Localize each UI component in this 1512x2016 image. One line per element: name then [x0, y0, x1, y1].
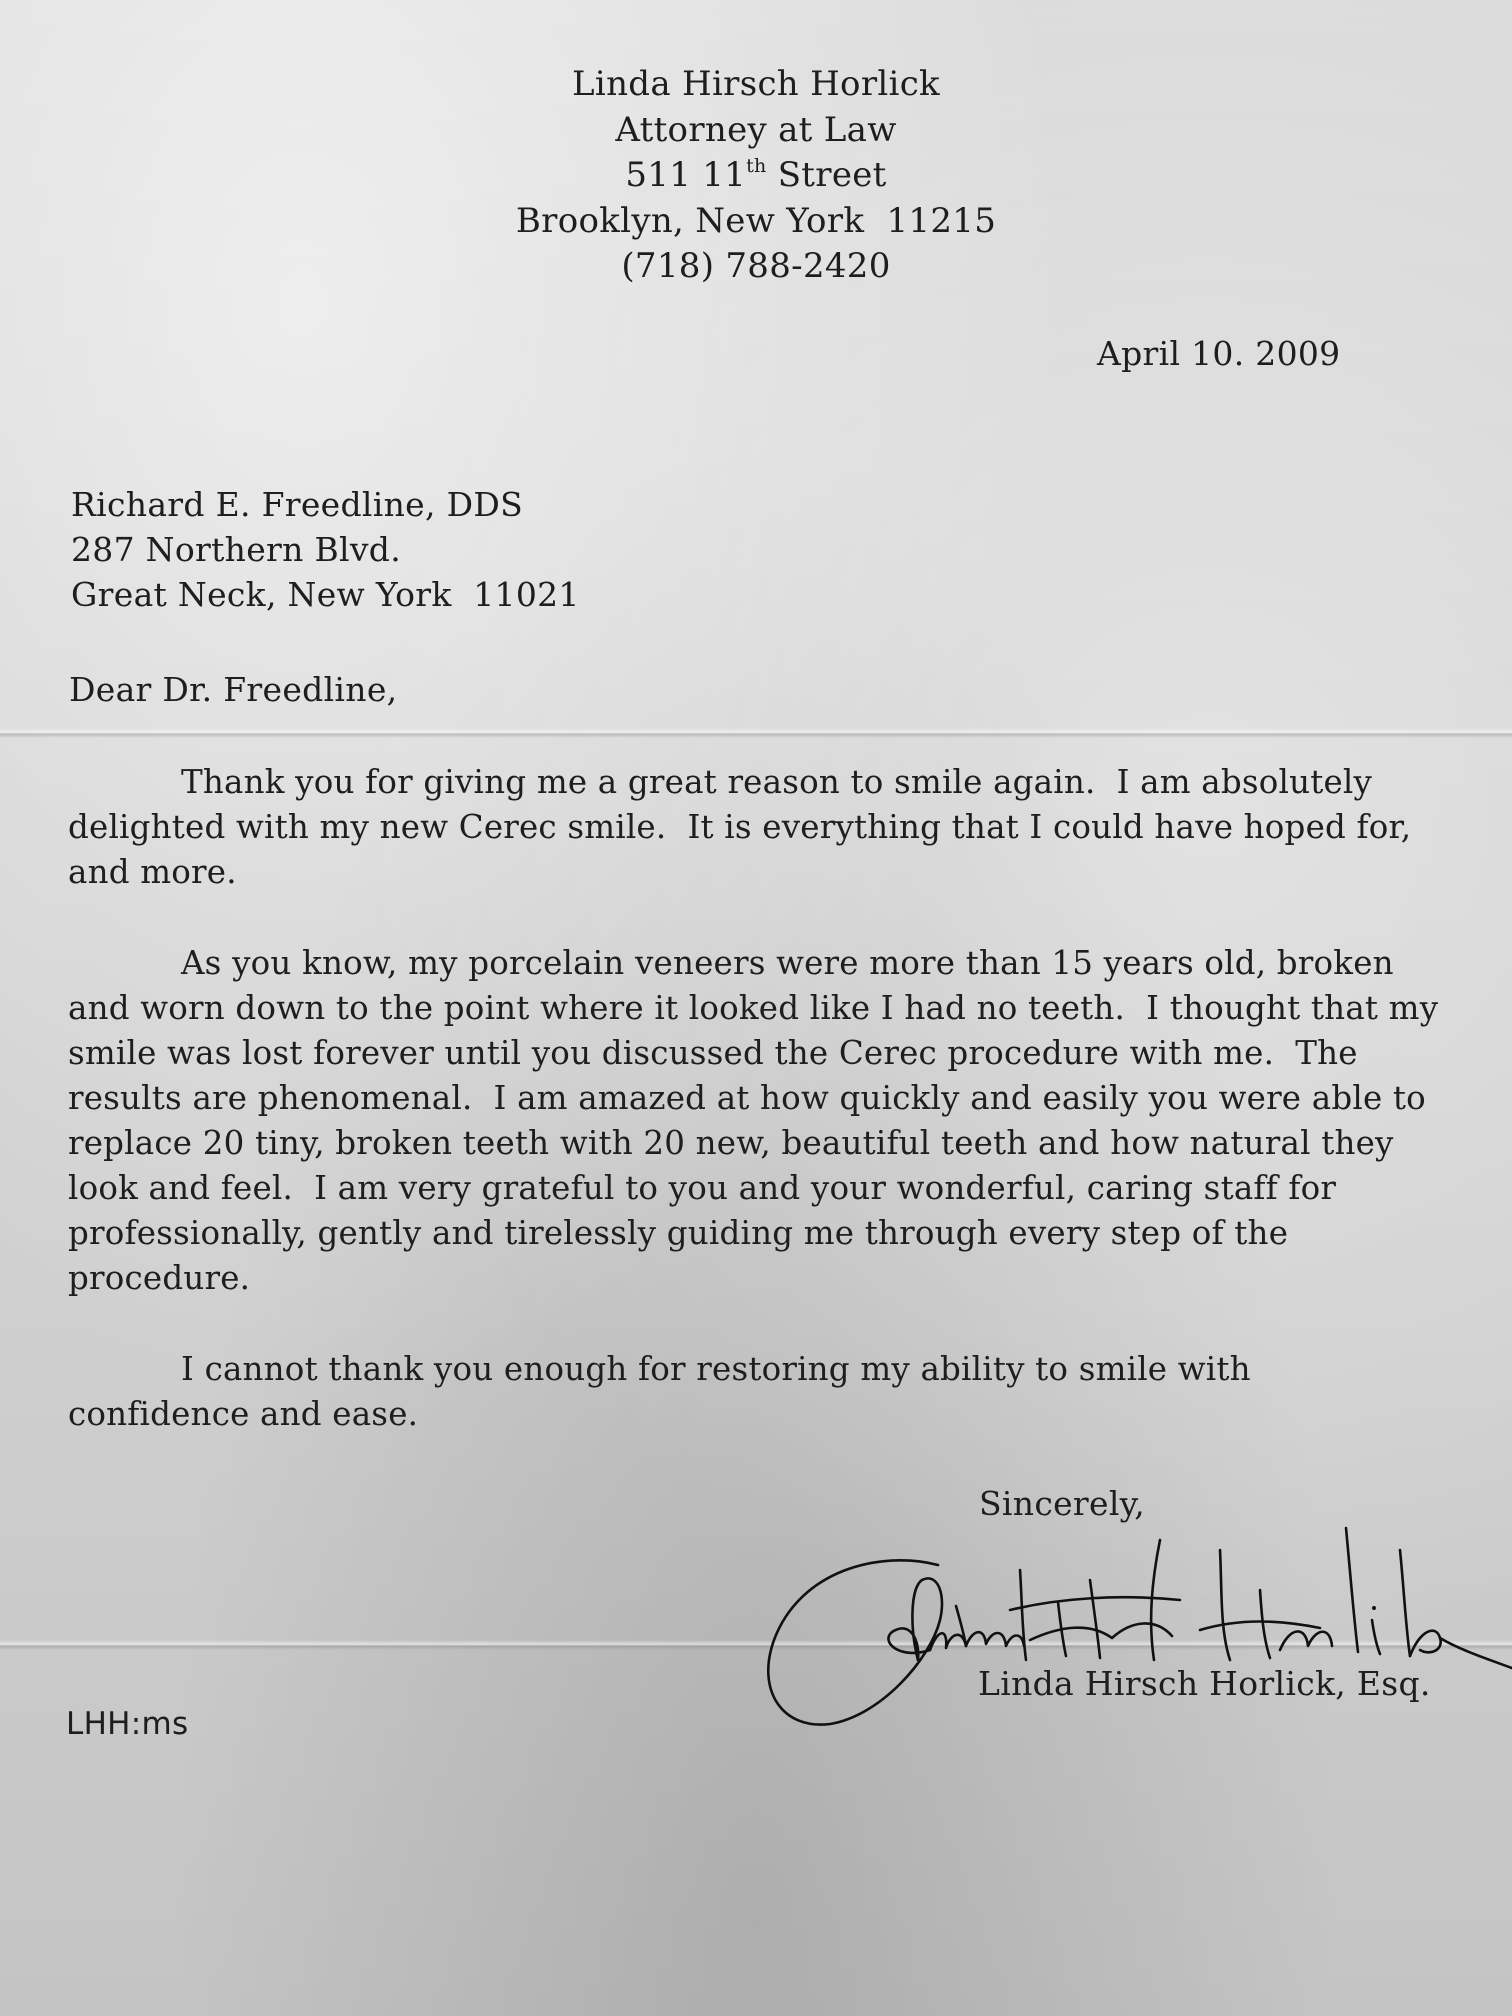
paragraph-line: smile was lost forever until you discussed the Cerec procedure with me. The [68, 1034, 1358, 1072]
body-paragraph-2 [68, 941, 1453, 1301]
paragraph-line: results are phenomenal. I am amazed at how quickly and easily you were able to [68, 1079, 1426, 1117]
handwritten-signature [760, 1510, 1512, 1740]
paragraph-line: replace 20 tiny, broken teeth with 20 new, beautiful teeth and how natural they [68, 1124, 1394, 1162]
paragraph-line: professionally, gently and tirelessly guiding me through every step of the [68, 1214, 1289, 1252]
letterhead-street-suffix: th [746, 155, 767, 177]
paragraph-line: look and feel. I am very grateful to you and your wonderful, caring staff for [68, 1169, 1337, 1207]
paragraph-line: confidence and ease. [68, 1395, 419, 1433]
letter-date: April 10. 2009 [1097, 334, 1341, 373]
paragraph-line: and more. [68, 853, 237, 891]
paragraph-line: delighted with my new Cerec smile. It is everything that I could have hoped for, [68, 808, 1412, 846]
letterhead [456, 62, 1056, 290]
paper-fold-upper [0, 728, 1512, 738]
paragraph-line: I cannot thank you enough for restoring my ability to smile with [181, 1350, 1251, 1388]
reference-initials: LHH:ms [66, 1706, 189, 1742]
recipient-name: Richard E. Freedline, DDS [71, 485, 524, 524]
letterhead-title: Attorney at Law [615, 109, 897, 150]
salutation: Dear Dr. Freedline, [69, 670, 398, 709]
letterhead-street [456, 153, 1056, 199]
paragraph-line: procedure. [68, 1259, 251, 1297]
letterhead-phone: (718) 788-2420 [621, 246, 891, 286]
body-paragraph-1 [68, 760, 1453, 895]
body-paragraph-3 [68, 1347, 1453, 1437]
recipient-address-line2: Great Neck, New York 11021 [71, 575, 580, 614]
signer-name: Linda Hirsch Horlick, Esq. [978, 1664, 1431, 1703]
closing: Sincerely, [979, 1484, 1146, 1523]
recipient-address-line1: 287 Northern Blvd. [71, 530, 402, 569]
paragraph-line: As you know, my porcelain veneers were more than 15 years old, broken [181, 944, 1394, 982]
letterhead-name: Linda Hirsch Horlick [572, 64, 940, 104]
paragraph-line: and worn down to the point where it looked like I had no teeth. I thought that my [68, 989, 1439, 1027]
paragraph-line: Thank you for giving me a great reason to smile again. I am absolutely [181, 763, 1373, 801]
recipient-address [71, 482, 580, 617]
letterhead-street-name: Street [777, 155, 887, 195]
letterhead-street-number: 511 11 [625, 155, 747, 195]
letterhead-city: Brooklyn, New York 11215 [515, 200, 997, 241]
